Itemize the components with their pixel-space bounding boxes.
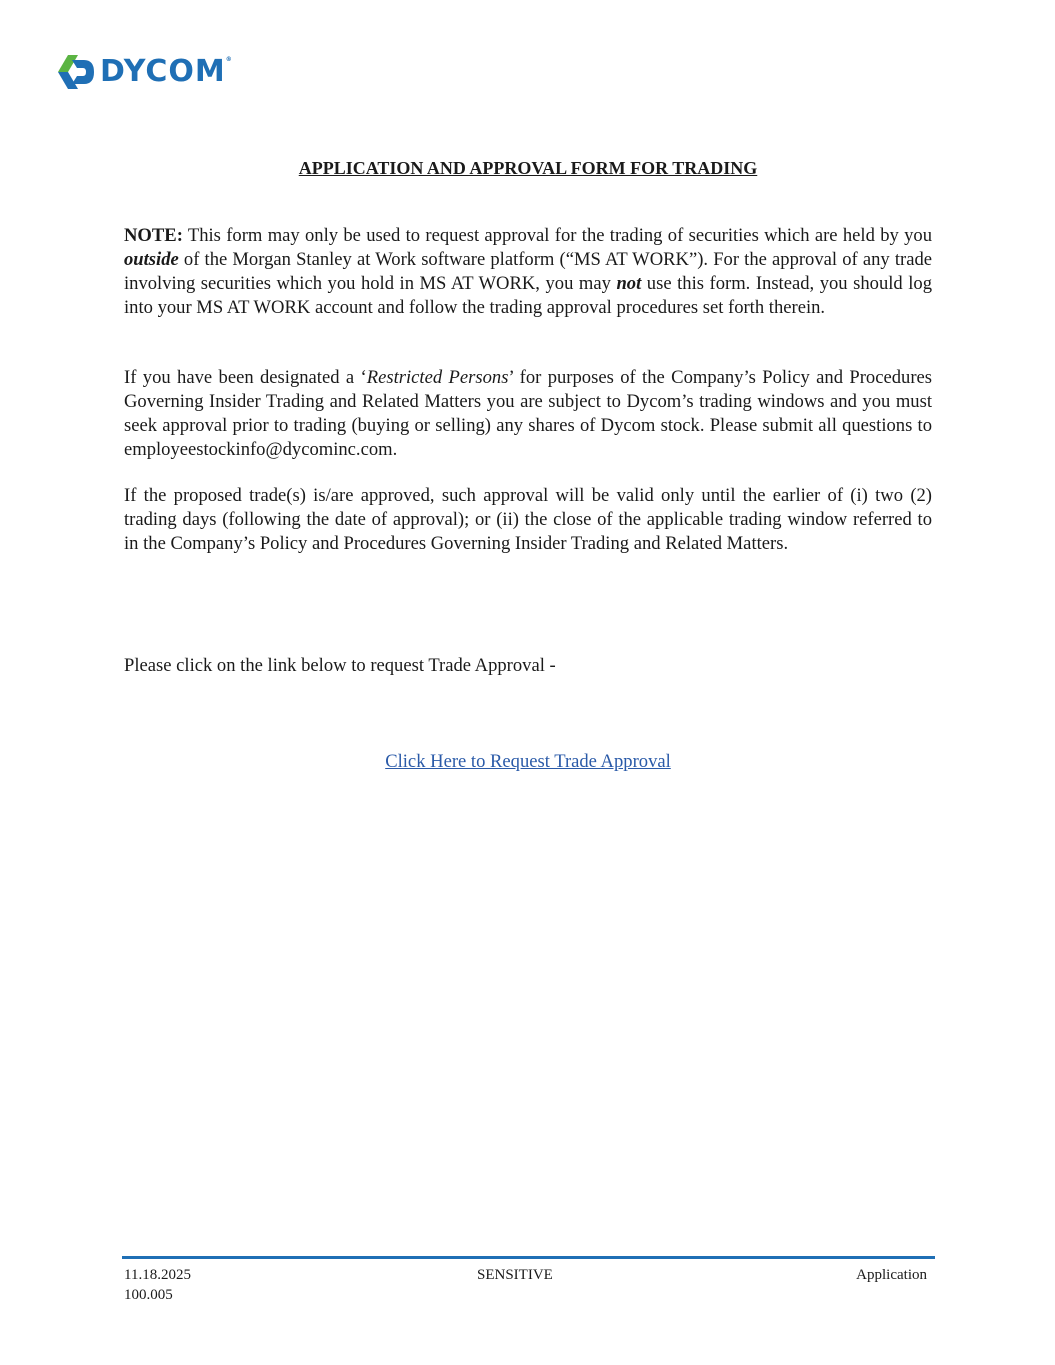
- footer-divider: [122, 1256, 935, 1259]
- footer-code: 100.005: [124, 1287, 173, 1303]
- logo-wordmark: DYCOM®: [100, 54, 233, 89]
- request-link-container: [124, 750, 932, 774]
- emphasis-restricted-persons: Restricted Persons: [366, 367, 509, 388]
- instruction-text: Please click on the link below to request Trade Approval -: [124, 655, 556, 676]
- restricted-persons-paragraph: If you have been designated a ‘Restricted Persons’ for purposes of the Company’s Policy and Procedures Governing Insider Trading and Related Matters you are subject to Dycom’s trading windows and you must seek approval prior to trading (buying or selling) any shares of Dycom stock. Please submit all questions to employeestockinfo@dycominc.com.: [124, 367, 932, 460]
- emphasis-outside: outside: [124, 249, 179, 270]
- note-paragraph: NOTE: This form may only be used to request approval for the trading of securities which are held by you outside of the Morgan Stanley at Work software platform (“MS AT WORK”). For the approval of any trade involving securities which you hold in MS AT WORK, you may not use this form. Instead, you should log into your MS AT WORK account and follow the trading approval procedures set forth therein.: [124, 225, 933, 318]
- dycom-logo: [56, 52, 276, 92]
- page-title: APPLICATION AND APPROVAL FORM FOR TRADING: [298, 158, 758, 178]
- dycom-logo-mark-icon: [56, 53, 96, 91]
- emphasis-not: not: [616, 273, 642, 294]
- approval-validity-paragraph: If the proposed trade(s) is/are approved, such approval will be valid only until the earlier of (i) two (2) trading days (following the date of approval); or (ii) the close of the applicable trading window referred to in the Company’s Policy and Procedures Governing Insider Trading and Related Matters.: [124, 485, 932, 554]
- footer-date: 11.18.2025: [124, 1267, 191, 1283]
- footer-classification: SENSITIVE: [477, 1267, 553, 1283]
- footer-date-code: [124, 1265, 191, 1305]
- footer-doc-type: Application: [856, 1267, 927, 1283]
- note-label: NOTE:: [124, 225, 183, 246]
- request-trade-approval-link[interactable]: Click Here to Request Trade Approval: [385, 751, 671, 772]
